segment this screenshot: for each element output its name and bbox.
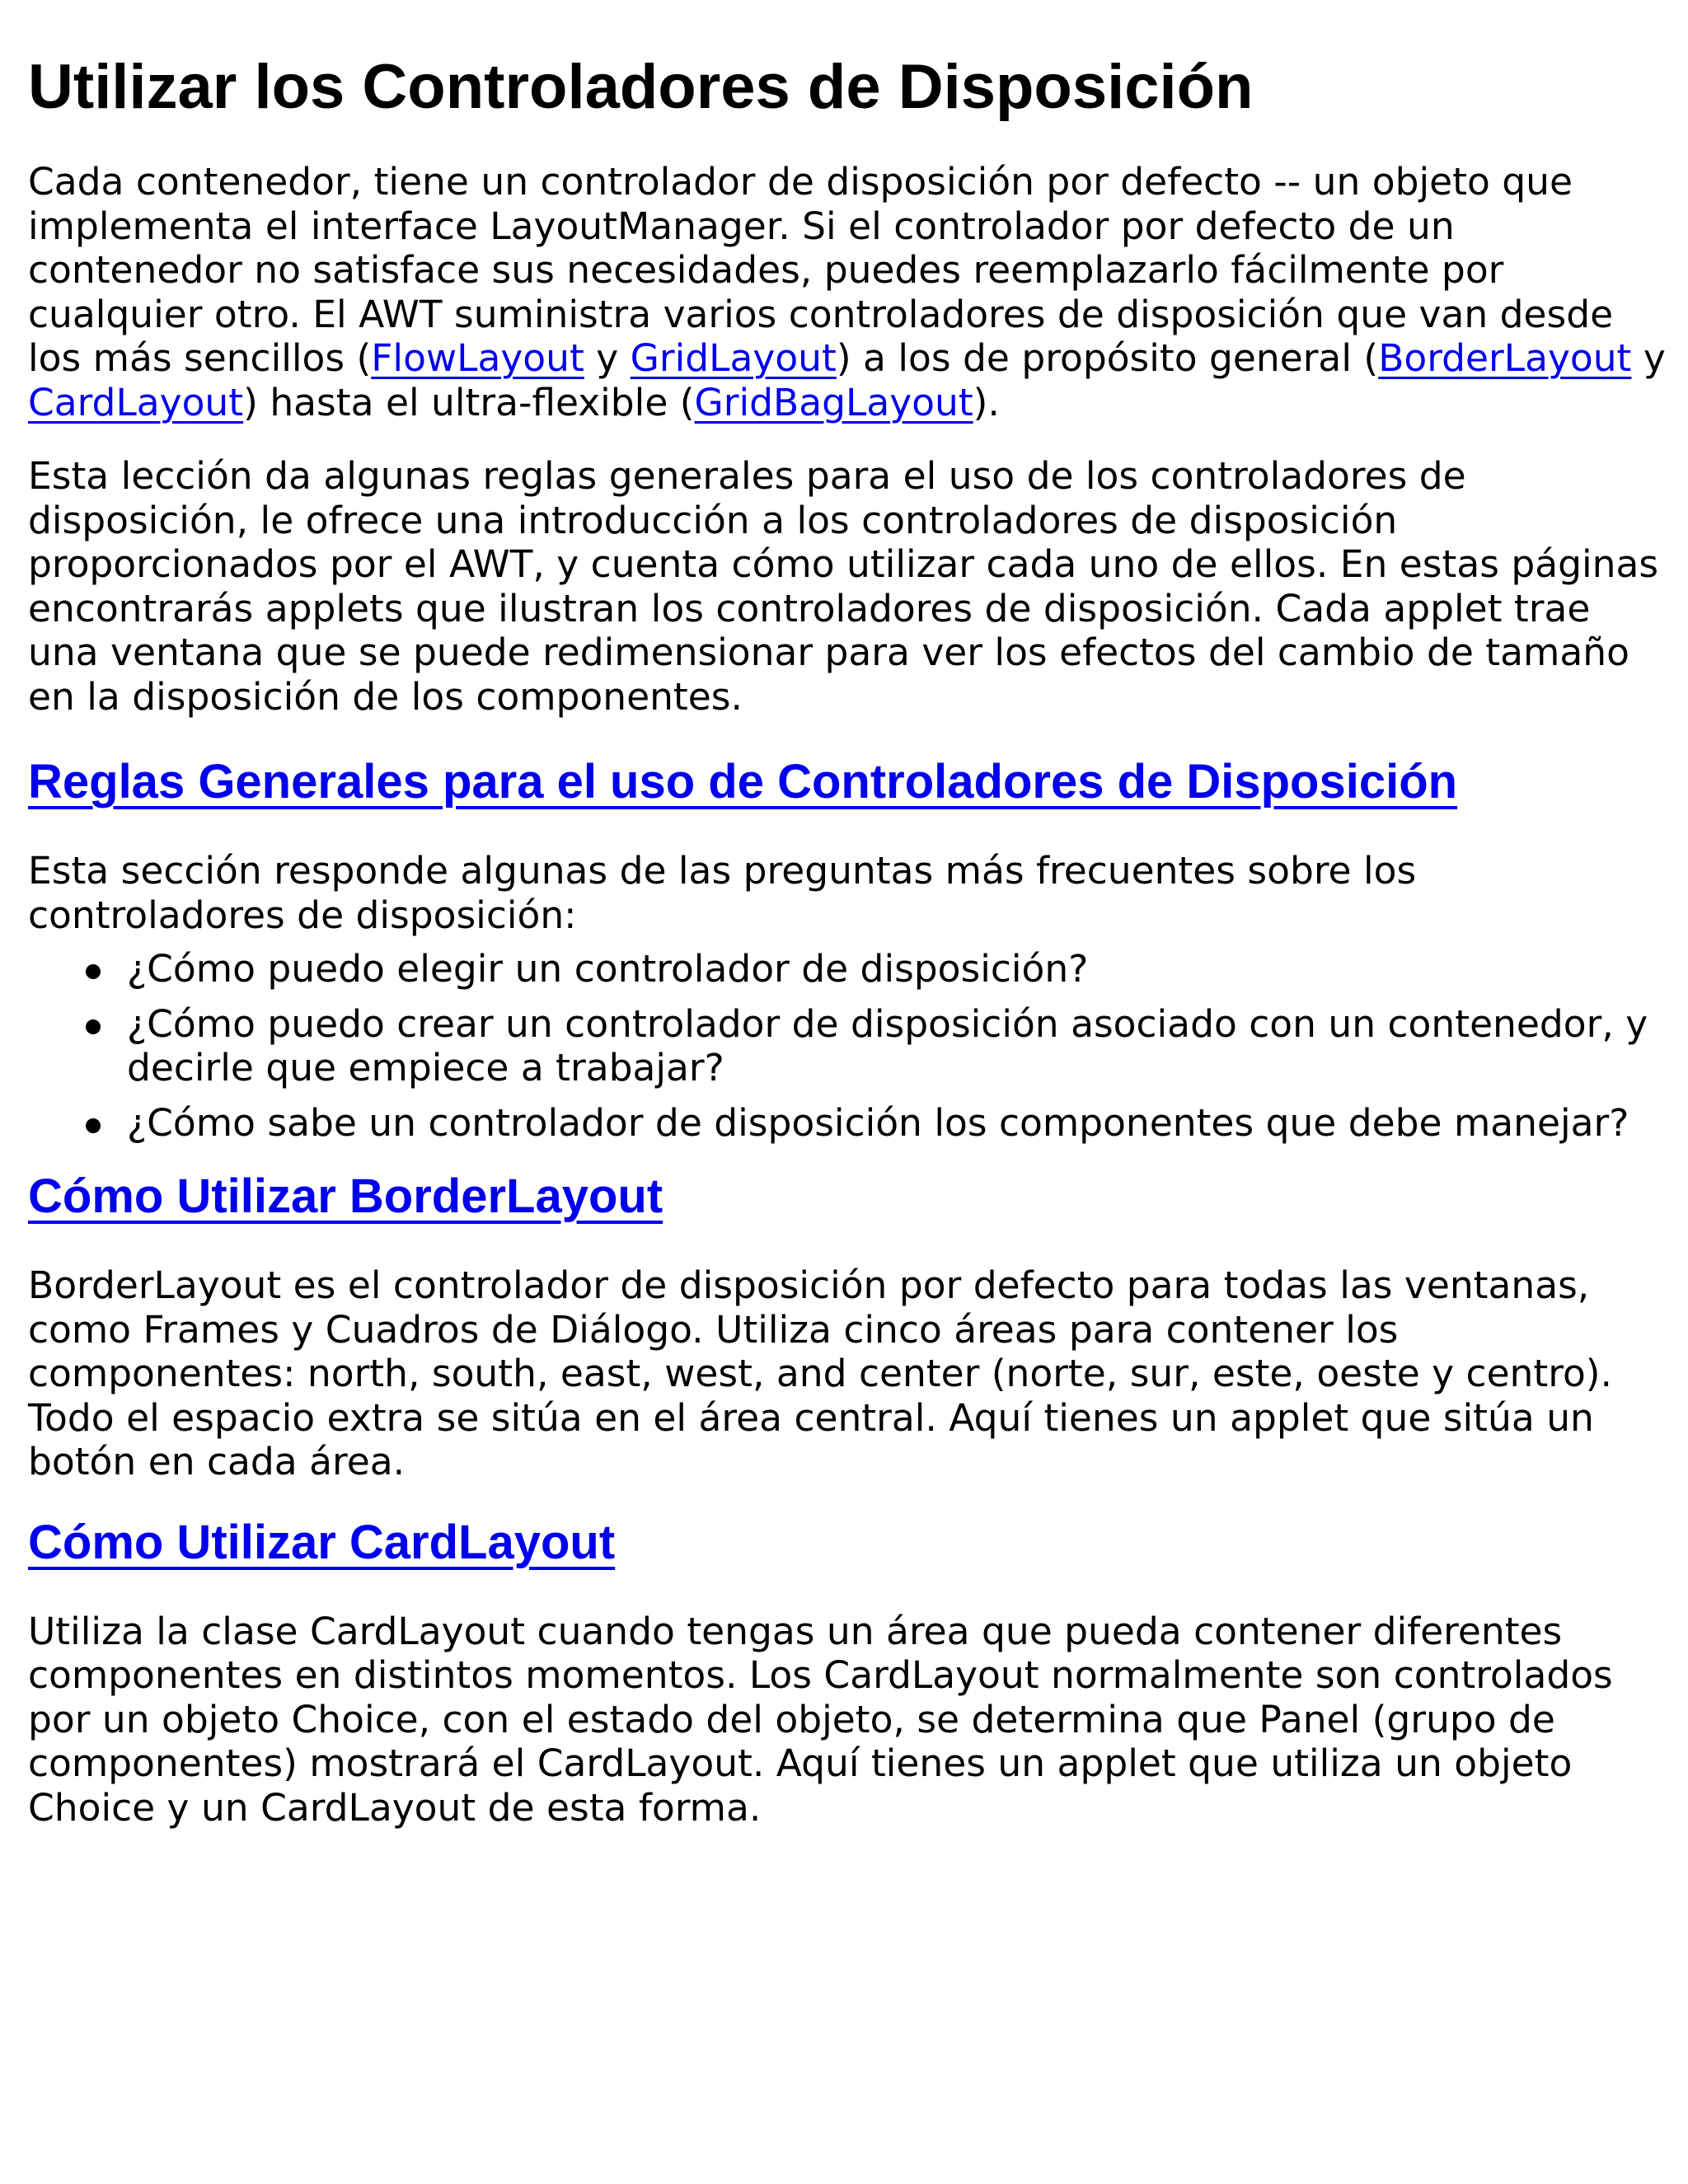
bullet-icon (86, 964, 101, 979)
document-page (28, 0, 1668, 1830)
list-item-text: ¿Cómo puedo crear un controlador de disposición asociado con un contenedor, y decirle que empiece a trabajar? (127, 1001, 1648, 1090)
section-link-cardlayout[interactable]: Cómo Utilizar CardLayout (28, 1515, 616, 1569)
section-text-reglas-generales: Esta sección responde algunas de las preguntas más frecuentes sobre los controladores de disposición: (28, 849, 1417, 937)
intro-text-5: ) hasta el ultra-flexible ( (243, 380, 695, 424)
list-item (127, 947, 1668, 991)
section-link-borderlayout[interactable]: Cómo Utilizar BorderLayout (28, 1169, 663, 1223)
list-item (127, 1101, 1668, 1146)
list-item-text: ¿Cómo puedo elegir un controlador de disposición? (127, 947, 1089, 991)
list-item-text: ¿Cómo sabe un controlador de disposición los componentes que debe manejar? (127, 1100, 1629, 1145)
list-item (127, 1002, 1668, 1090)
page-title: Utilizar los Controladores de Disposición (28, 52, 1254, 122)
link-gridbaglayout[interactable]: GridBagLayout (694, 380, 973, 424)
intro-text-4: y (1631, 336, 1666, 380)
link-flowlayout[interactable]: FlowLayout (371, 336, 584, 380)
link-cardlayout[interactable]: CardLayout (28, 380, 244, 424)
section-text-borderlayout: BorderLayout es el controlador de disposición por defecto para todas las ventanas, como Frames y Cuadros de Diálogo. Utiliza cinco áreas para contener los componentes: north, south, east, west, and center (norte, sur, este, oeste y centro). Todo el espacio extra se sitúa en el área central. Aquí tienes un applet que sitúa un botón en cada área. (28, 1263, 1612, 1483)
section-heading-reglas-generales (28, 753, 1668, 811)
intro-text-1: Cada contenedor, tiene un controlador de disposición por defecto -- un objeto que implementa el interface LayoutManager. Si el controlador por defecto de un contenedor no satisface sus necesidades, puedes reemplazarlo fácilmente por cualquier otro. El AWT suministra varios controladores de disposición que van desde los más sencillos ( (28, 160, 1614, 380)
section-link-reglas-generales[interactable]: Reglas Generales para el uso de Controladores de Disposición (28, 755, 1458, 808)
section-heading-borderlayout (28, 1168, 1668, 1226)
bullet-icon (86, 1118, 101, 1133)
intro-text-6: ). (973, 380, 1000, 424)
intro-text-2: y (584, 336, 631, 380)
faq-list (28, 947, 1668, 1145)
intro-text-3: ) a los de propósito general ( (836, 336, 1379, 380)
link-gridlayout[interactable]: GridLayout (630, 336, 837, 380)
section-text-cardlayout: Utiliza la clase CardLayout cuando tengas un área que pueda contener diferentes componentes en distintos momentos. Los CardLayout normalmente son controlados por un objeto Choice, con el estado del objeto, se determina que Panel (grupo de componentes) mostrará el CardLayout. Aquí tienes un applet que utiliza un objeto Choice y un CardLayout de esta forma. (28, 1609, 1613, 1830)
intro-paragraph-2: Esta lección da algunas reglas generales para el uso de los controladores de disposición, le ofrece una introducción a los controladores de disposición proporcionados por el AWT, y cuenta cómo utilizar cada uno de ellos. En estas páginas encontrarás applets que ilustran los controladores de disposición. Cada applet trae una ventana que se puede redimensionar para ver los efectos del cambio de tamaño en la disposición de los componentes. (28, 454, 1659, 719)
link-borderlayout[interactable]: BorderLayout (1378, 336, 1632, 380)
intro-paragraph-1 (28, 160, 1668, 424)
section-heading-cardlayout (28, 1514, 1668, 1572)
bullet-icon (86, 1019, 101, 1034)
